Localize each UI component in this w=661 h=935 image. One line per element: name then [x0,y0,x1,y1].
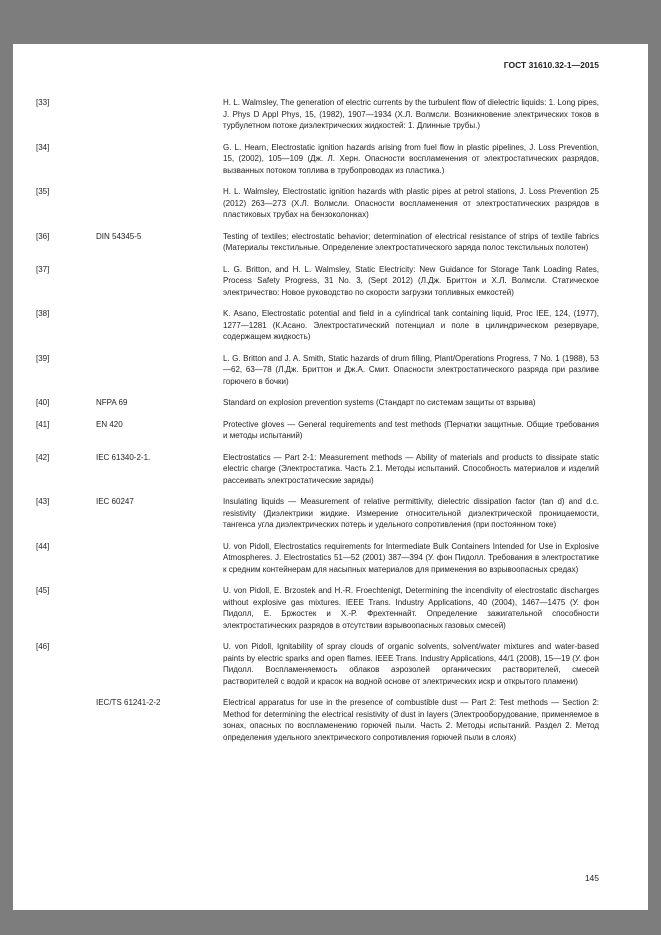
reference-number: [34] [36,142,50,152]
reference-entry [36,419,599,442]
reference-number: [46] [36,642,50,651]
reference-entry [36,397,599,409]
reference-text: L. G. Britton and J. A. Smith, Static hazards of drum filling, Plant/Operations Progress, 7 No. 1 (1988), 53—62, 63—78 (Л.Дж. Бриттон и Дж.А. Смит. Опасности электростатического разряда при разливе горючего в бочки) [223,353,599,386]
reference-code: DIN 54345-5 [96,231,142,241]
reference-entry [36,186,599,221]
reference-entry [36,641,599,687]
reference-text: K. Asano, Electrostatic potential and field in a cylindrical tank containing liquid, Proc IEE, 124, (1977), 1277—1281 (К.Асано. Электростатический потенциал и поле в цилиндрическом резервуаре, содержащем жидкость) [223,309,599,341]
bibliography-list [36,97,599,743]
reference-code: NFPA 69 [96,398,128,407]
reference-entry [36,264,599,299]
reference-code: EN 420 [96,419,123,429]
reference-text: Electrical apparatus for use in the presence of combustible dust — Part 2: Test methods — Section 2: Method for determining the electrical resistivity of dust in layers (Электрооборудование, применяемое в зонах, опасных по воспламенению горючей пыли. Часть 2. Методы испытаний. Раздел 2. Метод определения удельного электрического сопротивления горючей пыли в слоях) [223,698,599,742]
reference-number: [33] [36,98,50,107]
reference-entry [36,585,599,631]
reference-code: IEC 60247 [96,497,134,506]
reference-code: IEC 61340-2-1. [96,452,151,462]
reference-entry [36,97,599,132]
reference-text: Standard on explosion prevention systems (Стандарт по системам защиты от взрыва) [223,398,536,407]
reference-code [96,353,223,388]
reference-entry [36,231,599,254]
reference-code [96,97,223,132]
reference-text: H. L. Walmsley, Electrostatic ignition hazards with plastic pipes at petrol stations, J. Loss Prevention 25 (2012) 263—273 (Х.Л. Волмсли. Опасности воспламенения от электростатических разрядов в пластиковых трубах на бензоколонках) [223,187,599,219]
reference-text: H. L. Walmsley, The generation of electric currents by the turbulent flow of dielectric liquids: 1. Long pipes, J. Phys D Appl Phys, 15, (1982), 1907—1934 (Х.Л. Волмсли. Возникновение электрических токов в турбулетном потоке диэлектрических жидкостей: 1. Длинные трубы.) [223,98,599,130]
reference-entry [36,541,599,576]
reference-text: U. von Pidoll, E. Brzostek and H.-R. Froechtenigt, Determining the incendivity of electrostatic discharges without explosive gas mixtures. IEEE Trans. Industry Applications, 40 (2004), 1467—1475 (У. фон Пидолл, Е. Бржостек и Х.-Р. Фрехтеннайт. Определение зажигательной способности электростатических разрядов в отсутствии взрывоопасных газовых смесей) [223,586,599,630]
reference-number: [39] [36,353,50,363]
reference-entry [36,496,599,531]
reference-number [36,697,96,743]
reference-number: [35] [36,187,50,196]
reference-code [96,142,223,177]
reference-text: Testing of textiles; electrostatic behavior; determination of electrical resistance of strips of textile fabrics (Материалы текстильные. Определение электростатического заряда полос текстильных полотен) [223,231,599,252]
reference-text: U. von Pidoll, Electrostatics requirements for Intermediate Bulk Containers Intended for Use in Explosive Atmospheres. J. Electrostatics 51—52 (2001) 387—394 (У. фон Пидолл. Требования в электростатике к средним контейнерам для насыпных материалов для применения во взрывоопасных средах) [223,541,599,574]
reference-number: [37] [36,264,50,274]
reference-text: L. G. Britton, and H. L. Walmsley, Static Electricity: New Guidance for Storage Tank Loading Rates, Process Safety Progress, 31 No. 3, (Sept 2012) (Л.Дж. Бриттон и Х.Л. Волмсли. Статическое электричество: Новое руководство по скорости загрузки топливных емкостей) [223,264,599,297]
reference-code [96,186,223,221]
reference-code [96,264,223,299]
reference-text: Protective gloves — General requirements and test methods (Перчатки защитные. Общие требования и методы испытаний) [223,419,599,440]
document-page [13,44,648,910]
reference-entry [36,353,599,388]
reference-entry [36,142,599,177]
reference-number: [45] [36,586,50,595]
reference-number: [38] [36,309,50,318]
reference-text: G. L. Hearn, Electrostatic ignition hazards arising from fuel flow in plastic pipelines, J. Loss Prevention, 15, (2002), 105—109 (Дж. Л. Херн. Опасности воспламенения от электростатических разрядов, вызванных потоком топлива в трубопроводах из пластика.) [223,142,599,175]
reference-entry [36,308,599,343]
reference-text: Insulating liquids — Measurement of relative permittivity, dielectric dissipation factor (tan d) and d.c. resistivity (Диэлектрики жидкие. Измерение относительной диэлектрической проницаемости, тангенса угла диэлектрических потерь и удельного сопротивления (при постоянном токе) [223,497,599,529]
reference-number: [36] [36,231,50,241]
reference-code [96,308,223,343]
reference-code [96,641,223,687]
document-header: ГОСТ 31610.32-1—2015 [503,60,599,70]
reference-entry [36,697,599,743]
reference-number: [40] [36,398,50,407]
reference-number: [43] [36,497,50,506]
reference-code [96,585,223,631]
reference-code [96,541,223,576]
page-number: 145 [584,873,599,883]
reference-number: [41] [36,419,50,429]
reference-text: U. von Pidoll, Ignitability of spray clouds of organic solvents, solvent/water mixtures and water-based paints by electric sparks and open flames. IEEE Trans. Industry Applications, 44/1 (2008), 15—19 (У. фон Пидолл. Воспламеняемость облаков аэрозолей органических растворителей, смесей растворителей с водой и красок на водной основе от электрических искр и открытого пламени) [223,642,599,686]
reference-entry [36,452,599,487]
reference-text: Electrostatics — Part 2-1: Measurement methods — Ability of materials and products to dissipate static electric charge (Электростатика. Часть 2.1. Методы испытаний. Способность материалов и изделий рассеивать электростатические заряды) [223,452,599,485]
reference-number: [44] [36,541,50,551]
reference-number: [42] [36,452,50,462]
reference-code: IEC/TS 61241-2-2 [96,698,161,707]
